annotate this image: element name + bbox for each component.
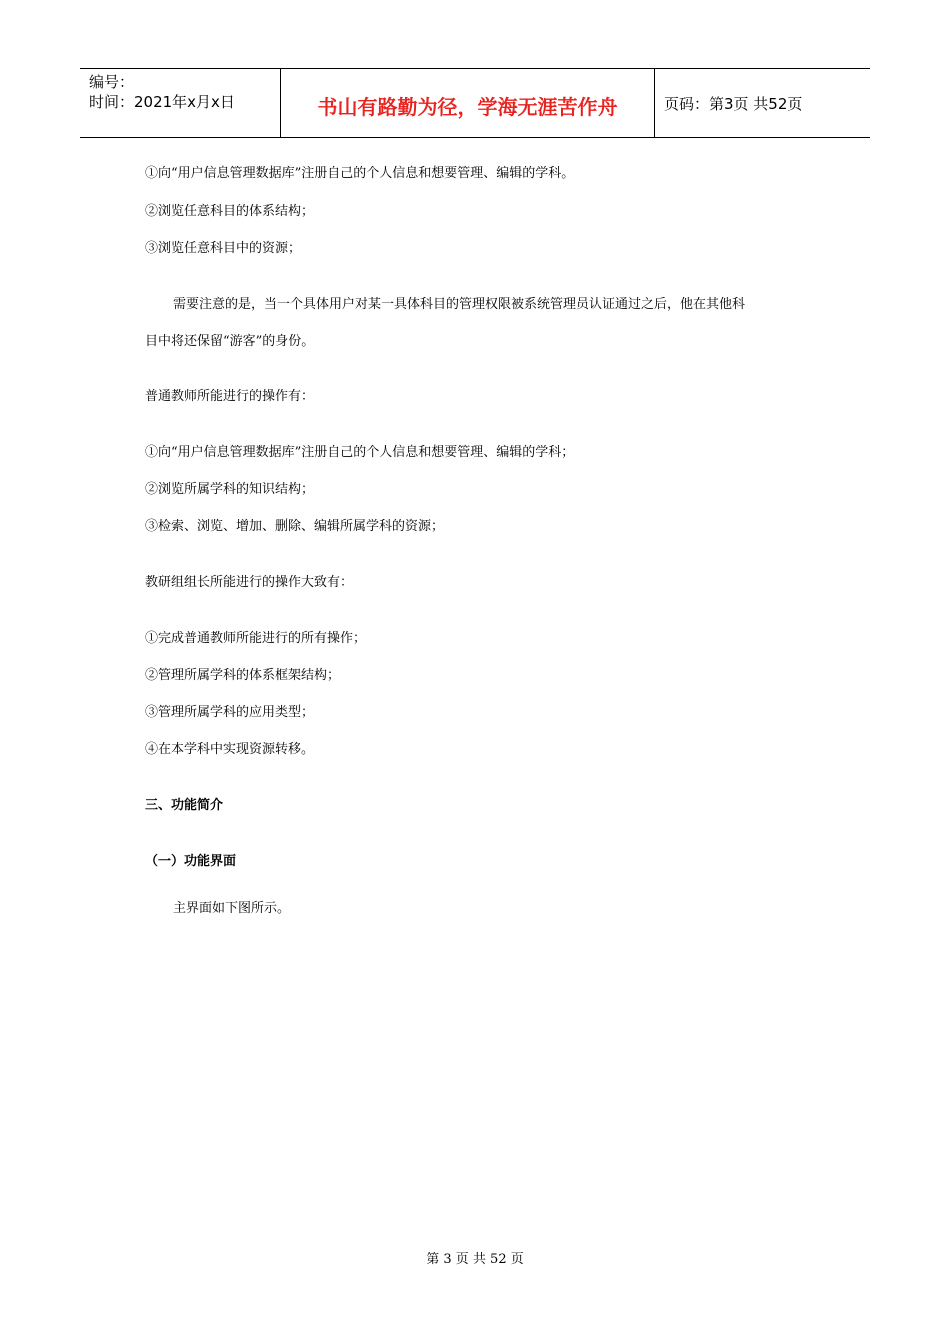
page-header [80,68,870,138]
doc-number: 编号： [89,73,135,91]
visitor-op-1: ①向“用户信息管理数据库”注册自己的个人信息和想要管理、编辑的学科。 [145,166,575,181]
main-ui-text: 主界面如下图所示。 [173,901,291,916]
header-slogan: 书山有路勤为径，学海无涯苦作舟 [317,95,618,119]
teacher-op-1: ①向“用户信息管理数据库”注册自己的个人信息和想要管理、编辑的学科； [145,445,575,460]
subsection-title: （一）功能界面 [145,854,237,869]
visitor-op-3: ③浏览任意科目中的资源； [145,241,302,256]
teacher-heading: 普通教师所能进行的操作有： [145,389,315,404]
leader-op-3: ③管理所属学科的应用类型； [145,705,315,720]
leader-op-4: ④在本学科中实现资源转移。 [145,742,315,757]
note-paragraph-line-1: 需要注意的是，当一个具体用户对某一具体科目的管理权限被系统管理员认证通过之后，他在其他科 [173,297,746,312]
header-info-cell [80,69,281,137]
note-paragraph-line-2: 目中将还保留“游客”的身份。 [145,334,315,349]
header-slogan-cell [281,69,655,137]
doc-time: 时间：2021年x月x日 [89,93,235,111]
leader-op-1: ①完成普通教师所能进行的所有操作； [145,631,367,646]
leader-op-2: ②管理所属学科的体系框架结构； [145,668,341,683]
section-title: 三、功能简介 [145,798,224,813]
leader-heading: 教研组组长所能进行的操作大致有： [145,575,354,590]
teacher-op-2: ②浏览所属学科的知识结构； [145,482,315,497]
visitor-op-2: ②浏览任意科目的体系结构； [145,204,315,219]
header-page-code: 页码：第3页 共52页 [664,95,803,113]
header-page-cell [655,69,870,137]
page-footer: 第 3 页 共 52 页 [426,1252,524,1267]
teacher-op-3: ③检索、浏览、增加、删除、编辑所属学科的资源； [145,519,445,534]
